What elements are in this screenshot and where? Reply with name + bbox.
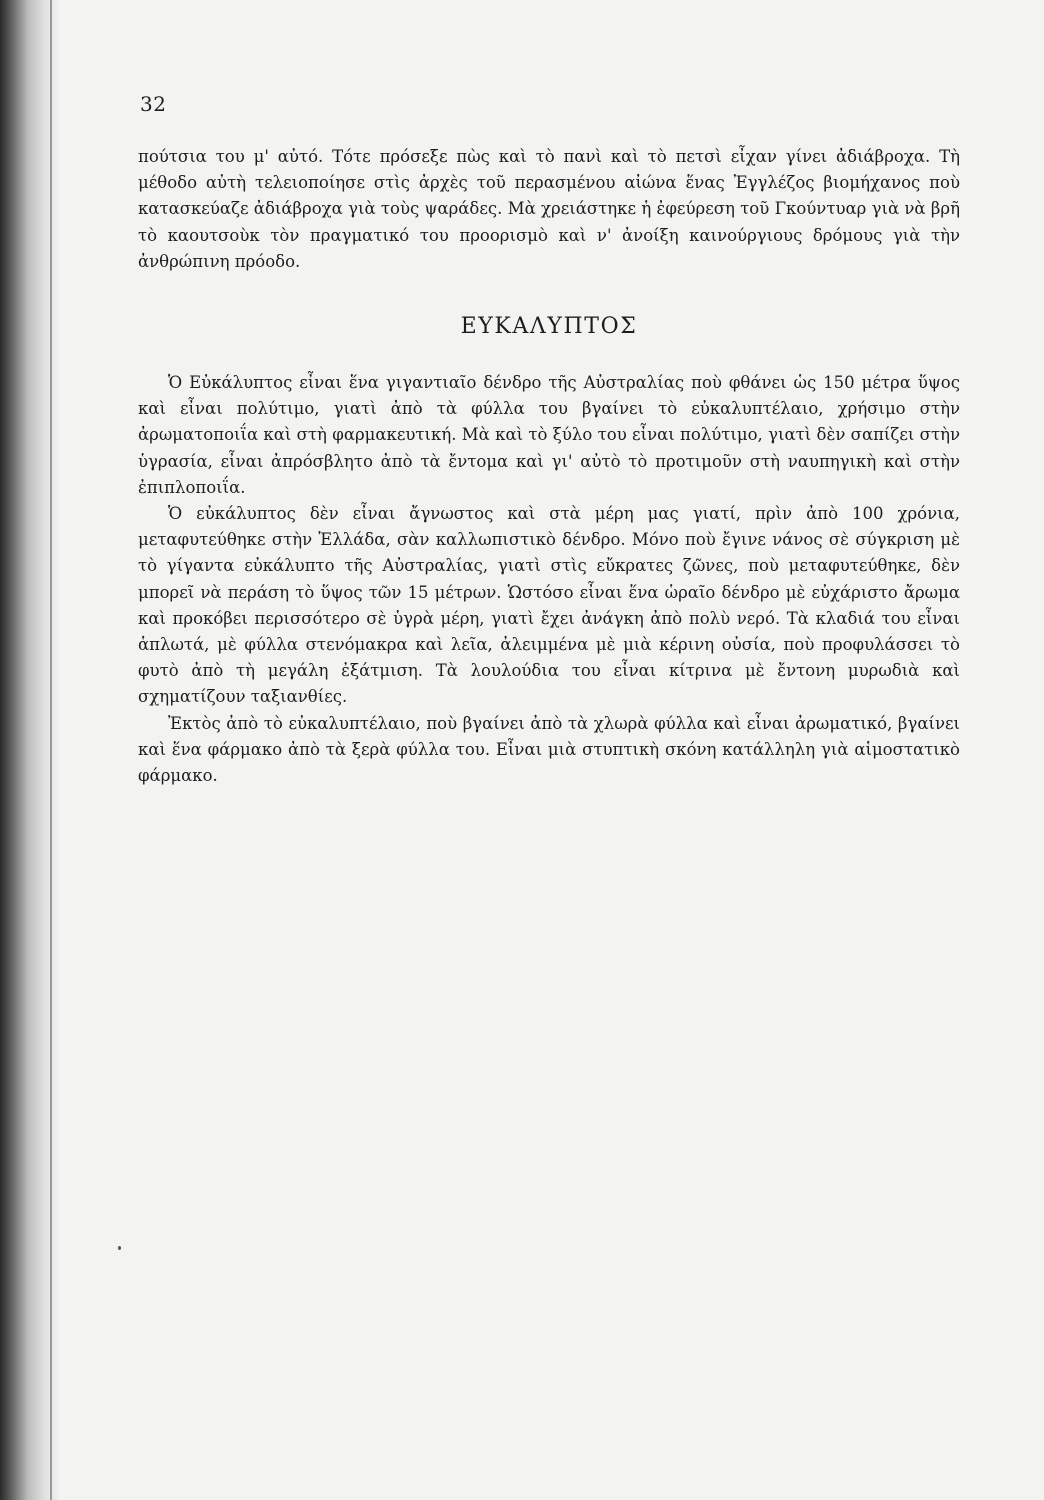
paragraph-2: Ὁ εὐκάλυπτος δὲν εἶναι ἄγνωστος καὶ στὰ μέρη μας γιατί, πρὶν ἀπὸ 100 χρόνια, μεταφυτεύθηκε στὴν Ἑλλάδα, σὰν καλλωπιστικὸ δένδρο. Μόνο ποὺ ἔγινε νάνος σὲ σύγκριση μὲ τὸ γίγαντα εὐκάλυπτο τῆς Αὐστραλίας, γιατὶ στὶς εὔκρατες ζῶνες, ποὺ μεταφυτεύθηκε, δὲν μπορεῖ νὰ περάση τὸ ὕψος τῶν 15 μέτρων. Ὡστόσο εἶναι ἕνα ὡραῖο δένδρο μὲ εὐχάριστο ἄρωμα καὶ προκόβει περισσότερο σὲ ὑγρὰ μέρη, γιατὶ ἔχει ἀνάγκη ἀπὸ πολὺ νερό. Τὰ κλαδιά του εἶναι ἁπλωτά, μὲ φύλλα στενόμακρα καὶ λεῖα, ἀλειμμένα μὲ μιὰ κέρινη οὐσία, ποὺ προφυλάσσει τὸ φυτὸ ἀπὸ τὴ μεγάλη ἐξάτμιση. Τὰ λουλούδια του εἶναι κίτρινα μὲ ἔντονη μυρωδιὰ καὶ σχηματίζουν ταξιανθίες.: [138, 504, 960, 707]
page-margin-line: [50, 0, 52, 1500]
paragraph-1: Ὁ Εὐκάλυπτος εἶναι ἕνα γιγαντιαῖο δένδρο τῆς Αὐστραλίας ποὺ φθάνει ὡς 150 μέτρα ὕψος καὶ εἶναι πολύτιμο, γιατὶ ἀπὸ τὰ φύλλα του βγαίνει τὸ εὐκαλυπτέλαιο, χρήσιμο στὴν ἀρωματοποιΐα καὶ στὴ φαρμακευτική. Μὰ καὶ τὸ ξύλο του εἶναι πολύτιμο, γιατὶ δὲν σαπίζει στὴν ὑγρασία, εἶναι ἀπρόσβλητο ἀπὸ τὰ ἔντομα καὶ γι' αὐτὸ τὸ προτιμοῦν στὴ ναυπηγικὴ καὶ στὴν ἐπιπλοποιΐα.: [138, 373, 960, 497]
intro-paragraph: πούτσια του μ' αὐτό. Τότε πρόσεξε πὼς καὶ τὸ πανὶ καὶ τὸ πετσὶ εἶχαν γίνει ἀδιάβροχα. Τὴ μέθοδο αὐτὴ τελειοποίησε στὶς ἀρχὲς τοῦ περασμένου αἰώνα ἕνας Ἐγγλέζος βιομήχανος ποὺ κατασκεύαζε ἀδιάβροχα γιὰ τοὺς ψαράδες. Μὰ χρειάστηκε ἡ ἐφεύρεση τοῦ Γκούντυαρ γιὰ νὰ βρῆ τὸ καουτσοὺκ τὸν πραγματικό του προορισμὸ καὶ ν' ἀνοίξη καινούργιους δρόμους γιὰ τὴν ἀνθρώπινη πρόοδο.: [138, 147, 960, 271]
section-body: [138, 370, 960, 789]
scan-speck: [118, 1246, 121, 1250]
paragraph-3: Ἐκτὸς ἀπὸ τὸ εὐκαλυπτέλαιο, ποὺ βγαίνει ἀπὸ τὰ χλωρὰ φύλλα καὶ εἶναι ἀρωματικό, βγαίνει καὶ ἕνα φάρμακο ἀπὸ τὰ ξερὰ φύλλα του. Εἶναι μιὰ στυπτικὴ σκόνη κατάλληλη γιὰ αἱμοστατικὸ φάρμακο.: [138, 713, 960, 786]
section-title: ΕΥΚΑΛΥΠΤΟΣ: [460, 314, 638, 339]
intro-paragraph-block: [138, 144, 960, 275]
page-number: 32: [140, 92, 167, 116]
